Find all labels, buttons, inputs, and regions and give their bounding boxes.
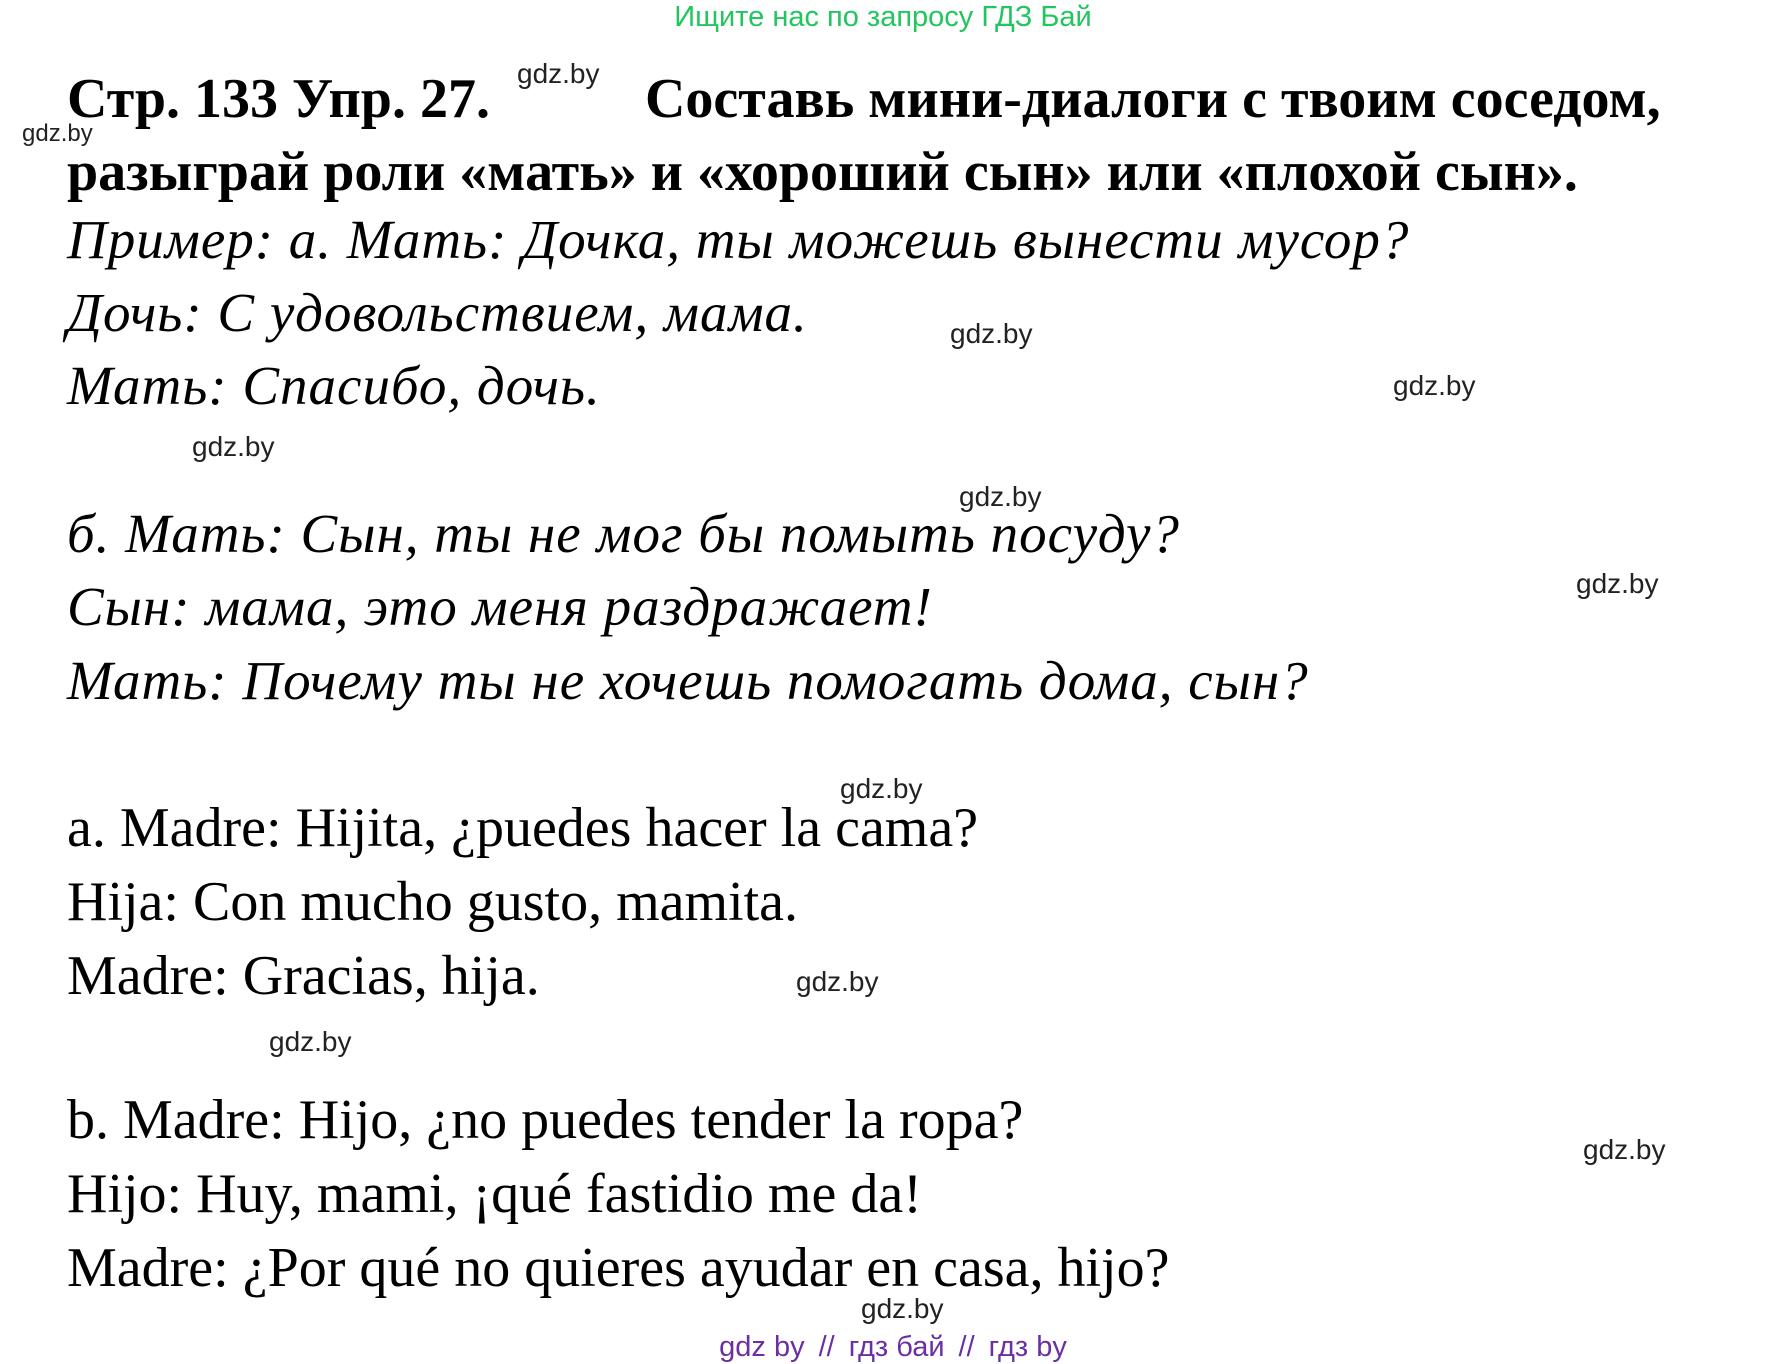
watermark: gdz.by (861, 1293, 944, 1324)
watermark: gdz.by (959, 481, 1042, 512)
exercise-task-line-2: разыграй роли «мать» и «хороший сын» или «плохой сын». (67, 141, 1578, 203)
footer-links (0, 1330, 1766, 1364)
footer-link-gdz-by[interactable]: gdz by (719, 1331, 805, 1363)
footer-separator: // (818, 1331, 835, 1363)
example-b-line-2: Сын: мама, это меня раздражает! (67, 576, 933, 637)
exercise-heading (67, 63, 1757, 209)
watermark: gdz.by (192, 431, 275, 462)
watermark: gdz.by (840, 773, 923, 804)
watermark: gdz.by (1576, 568, 1659, 599)
example-a-line-3: Мать: Спасибо, дочь. (67, 355, 601, 416)
watermark: gdz.by (517, 58, 600, 89)
answer-b-line-3: Madre: ¿Por qué no quieres ayudar en casa, hijo? (67, 1237, 1170, 1299)
exercise-task-line-1: Составь мини-диалоги с твоим соседом, (644, 68, 1661, 130)
example-a-line-1: Пример: а. Мать: Дочка, ты можешь вынести мусор? (67, 209, 1410, 270)
example-b-line-3: Мать: Почему ты не хочешь помогать дома, сын? (67, 650, 1309, 711)
example-b-line-1: б. Мать: Сын, ты не мог бы помыть посуду? (67, 503, 1180, 564)
exercise-reference: Стр. 133 Упр. 27. (67, 68, 490, 130)
footer-separator: // (958, 1331, 975, 1363)
watermark: gdz.by (1583, 1134, 1666, 1165)
watermark: gdz.by (796, 966, 879, 997)
footer-link-gdz-bai[interactable]: гдз бай (848, 1331, 945, 1363)
footer-link-gdz-by-cyr[interactable]: гдз by (988, 1331, 1067, 1363)
example-a-line-2: Дочь: С удовольствием, мама. (67, 282, 808, 343)
answer-a-line-3: Madre: Gracias, hija. (67, 945, 540, 1007)
watermark: gdz.by (950, 318, 1033, 349)
answer-b-line-1: b. Madre: Hijo, ¿no puedes tender la ropa? (67, 1089, 1024, 1151)
watermark: gdz.by (22, 120, 93, 147)
watermark: gdz.by (269, 1026, 352, 1057)
answer-a-line-2: Hija: Con mucho gusto, mamita. (67, 871, 799, 933)
answer-a-line-1: a. Madre: Hijita, ¿puedes hacer la cama? (67, 797, 979, 859)
watermark: gdz.by (1393, 370, 1476, 401)
search-banner: Ищите нас по запросу ГДЗ Бай (674, 1, 1092, 33)
answer-b-line-2: Hijo: Huy, mami, ¡qué fastidio me da! (67, 1163, 922, 1225)
